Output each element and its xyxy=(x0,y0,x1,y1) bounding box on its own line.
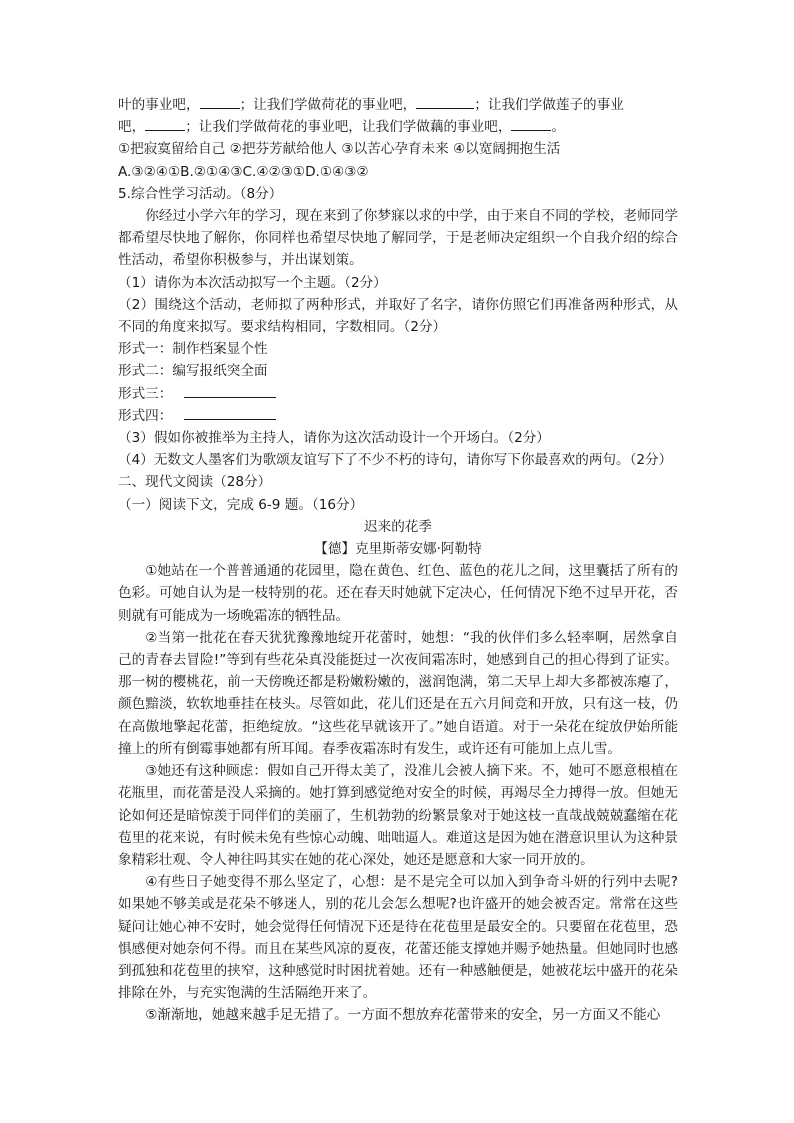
q5-form3: 形式三： xyxy=(118,383,678,405)
answer-blank[interactable] xyxy=(145,116,185,131)
q5-sub2: （2）围绕这个活动，老师拟了两种形式，并取好了名字，请你仿照它们再准备两种形式，从不同的角度来拟写。要求结构相同，字数相同。（2分） xyxy=(118,296,678,336)
answer-blank[interactable] xyxy=(511,116,551,131)
q5-heading: 5.综合性学习活动。（8分） xyxy=(118,185,283,202)
article-paragraph: ③她还有这种顾虑：假如自己开得太美了，没准儿会被人摘下来。不，她可不愿意根植在花瓶里，而花蕾是没人采摘的。她打算到感觉绝对安全的时候，再竭尽全力搏得一放。但她无论如何还是暗惊羡于同伴们的美丽了，生机勃勃的纷繁景象对于她这枝一直哉战兢兢蠢缩在花苞里的花来说，有时候未免有些惊心动魄、咄咄逼人。难道这是因为她在潜意识里认为这种景象精彩壮观、令人神往吗其实在她的花心深处，她还是愿意和大家一同开放的。 xyxy=(118,763,678,868)
section2-heading: 二、现代文阅读（28分） xyxy=(118,474,272,491)
q4-line-1: 叶的事业吧， ；让我们学做荷花的事业吧， ；让我们学做莲子的事业 xyxy=(118,94,678,116)
q4-line-2: 吧， ；让我们学做荷花的事业吧，让我们学做藕的事业吧， 。 xyxy=(118,116,678,138)
article-paragraph: ②当第一批花在春天犹犹豫豫地绽开花蕾时，她想：“我的伙伴们多么轻率啊，居然拿自己的青春去冒险!”等到有些花朵真没能挺过一次夜间霜冻时，她感到自己的担心得到了证实。那一树的樱桃花，前一天傍晚还都是粉嫩粉嫩的，滋润饱满，第二天早上却大多都被冻瘪了，颜色黯淡，软软地垂挂在枝头。尽管如此，花儿们还是在五六月间竞和开放，只有这一枝，仍在高傲地擎起花蕾，拒绝绽放。“这些花早就该开了。”她自语道。对于一朵花在绽放伊始所能撞上的所有倒霉事她都有所耳闻。春季夜霜冻时有发生，或许还有可能加上点儿雪。 xyxy=(118,629,678,757)
answer-blank[interactable] xyxy=(184,405,276,420)
article-paragraph: ①她站在一个普普通通的花园里，隐在黄色、红色、蓝色的花儿之间，这里囊括了所有的色彩。可她自认为是一枝特别的花。还在春天时她就下定决心，任何情况下绝不过早开花，否则就有可能成为一场晚霜冻的牺牲品。 xyxy=(118,563,678,624)
q4-choices: A.③②④①B.②①④③C.④②③①D.①④③② xyxy=(118,163,369,180)
answer-blank[interactable] xyxy=(416,94,474,109)
article-author: 【德】克里斯蒂安娜·阿勒特 xyxy=(314,541,482,558)
q4-options: ①把寂寞留给自己 ②把芬芳献给他人 ③以苦心孕育未来 ④以宽阔拥抱生活 xyxy=(118,141,561,158)
article-paragraph: ⑤渐渐地，她越来越手足无措了。一方面不想放弃花蕾带来的安全，另一方面又不能心 xyxy=(145,1007,661,1024)
exam-page xyxy=(118,94,678,1027)
q5-form2: 形式二：编写报纸突全面 xyxy=(118,363,268,380)
answer-blank[interactable] xyxy=(200,94,240,109)
article-paragraph: ④有些日子她变得不那么坚定了，心想：是不是完全可以加入到争奇斗妍的行列中去呢?如果她不够美或是花朵不够迷人，别的花儿会怎么想呢?也许盛开的她会被否定。常常在这些疑问让她心神不安时，她会觉得任何情况下还是待在花苞里是最安全的。只要留在花苞里，恐惧感便对她奈何不得。而且在某些风凉的夏夜，花蕾还能支撑她并赐予她热量。但她同时也感到孤独和花苞里的挟窄，这种感觉时时困扰着她。还有一种感触便是，她被花坛中盛开的花朵排除在外，与充实饱满的生活隔绝开来了。 xyxy=(118,874,678,1002)
answer-blank[interactable] xyxy=(184,383,276,398)
article-title: 迟来的花季 xyxy=(364,518,432,535)
q5-intro: 你经过小学六年的学习，现在来到了你梦寐以求的中学，由于来自不同的学校，老师同学都希望尽快地了解你，你同样也希望尽快地了解同学，于是老师决定组织一个自我介绍的综合性活动，希望你积极参与，并出谋划策。 xyxy=(118,208,678,269)
q5-sub1: （1）请你为本次活动拟写一个主题。（2分） xyxy=(118,274,387,291)
q5-sub3: （3）假如你被推举为主持人，请你为这次活动设计一个开场白。（2分） xyxy=(118,430,550,447)
section2-subheading: （一）阅读下文，完成 6-9 题。（16分） xyxy=(118,496,364,513)
q5-form1: 形式一：制作档案显个性 xyxy=(118,341,268,358)
q5-sub4: （4）无数文人墨客们为歌颂友谊写下了不少不朽的诗句，请你写下你最喜欢的两句。（2分） xyxy=(118,452,673,469)
q5-form4: 形式四： xyxy=(118,405,678,427)
